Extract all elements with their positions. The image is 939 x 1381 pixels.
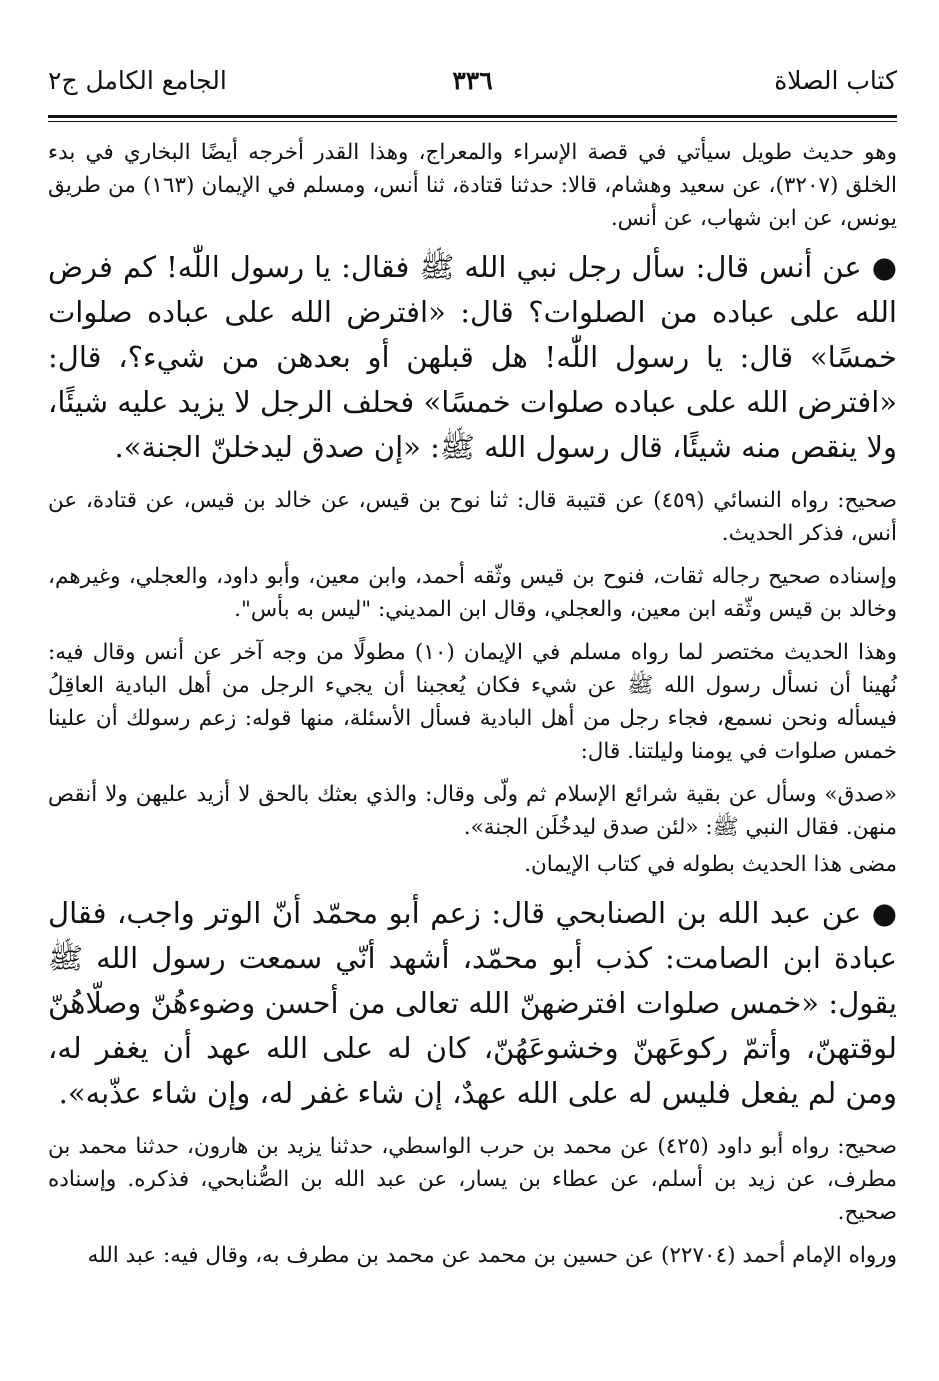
page-number: ٣٣٦ xyxy=(452,66,493,95)
commentary-paragraph: وإسناده صحيح رجاله ثقات، فنوح بن قيس وثّقه أحمد، وابن معين، وأبو داود، والعجلي، وغيرهم، وخالد بن قيس وثّقه ابن معين، والعجلي، وقال ابن المديني: "ليس به بأس". xyxy=(48,564,897,622)
hadith-paragraph: ● عن أنس قال: سأل رجل نبي الله ﷺ فقال: يا رسول اللّٰه! كم فرض الله على عباده من الصلوات؟ قال: «افترض الله على عباده صلوات خمسًا» قال: يا رسول اللّٰه! هل قبلهن أو بعدهن من شيء؟، قال: «افترض الله على عباده صلوات خمسًا» فحلف الرجل لا يزيد عليه شيئًا، ولا ينقص منه شيئًا، قال رسول الله ﷺ: «إن صدق ليدخلنّ الجنة». xyxy=(48,250,897,464)
book-section-title: كتاب الصلاة xyxy=(774,66,897,95)
header-rule-thick xyxy=(48,115,897,118)
commentary-paragraph: «صدق» وسأل عن بقية شرائع الإسلام ثم ولّى وقال: والذي بعثك بالحق لا أزيد عليهن ولا أنقص منهن. فقال النبي ﷺ: «لئن صدق ليدخُلَن الجنة». xyxy=(48,782,897,840)
commentary-paragraph: وهو حديث طويل سيأتي في قصة الإسراء والمعراج، وهذا القدر أخرجه أيضًا البخاري في بدء الخلق (٣٢٠٧)، عن سعيد وهشام، قالا: حدثنا قتادة، ثنا أنس، ومسلم في الإيمان (١٦٣) من طريق يونس، عن ابن شهاب، عن أنس. xyxy=(48,140,897,231)
commentary-paragraph: مضى هذا الحديث بطوله في كتاب الإيمان. xyxy=(524,852,897,877)
commentary-paragraph: ورواه الإمام أحمد (٢٢٧٠٤) عن حسين بن محمد عن محمد بن مطرف به، وقال فيه: عبد الله xyxy=(87,1243,897,1268)
hadith-paragraph: ● عن عبد الله بن الصنابحي قال: زعم أبو محمّد أنّ الوتر واجب، فقال عبادة ابن الصامت: كذب أبو محمّد، أشهد أنّي سمعت رسول الله ﷺ يقول: «خمس صلوات افترضهنّ الله تعالى من أحسن وضوءهُنّ وصلّاهُنّ لوقتهنّ، وأتمّ ركوعَهنّ وخشوعَهُنّ، كان له على الله عهد أن يغفر له، ومن لم يفعل فليس له على الله عهدٌ، إن شاء غفر له، وإن شاء عذّبه». xyxy=(48,896,897,1110)
commentary-paragraph: وهذا الحديث مختصر لما رواه مسلم في الإيمان (١٠) مطولًا من وجه آخر عن أنس وقال فيه: نُهينا أن نسأل رسول الله ﷺ عن شيء فكان يُعجبنا أن يجيء الرجل من أهل البادية العاقِلُ فيسأله ونحن نسمع، فجاء رجل من أهل البادية فسأل الأسئلة، منها قوله: زعم رسولك أن علينا خمس صلوات في يومنا وليلتنا. قال: xyxy=(48,640,897,764)
book-volume-title: الجامع الكامل ج٢ xyxy=(48,66,227,95)
header-rule-thin xyxy=(48,121,897,122)
commentary-paragraph: صحيح: رواه أبو داود (٤٢٥) عن محمد بن حرب الواسطي، حدثنا يزيد بن هارون، حدثنا محمد بن مطرف، عن زيد بن أسلم، عن عطاء بن يسار، عن عبد الله بن الصُّنابحي، فذكره. وإسناده صحيح. xyxy=(48,1134,897,1225)
running-header xyxy=(48,66,897,106)
commentary-paragraph: صحيح: رواه النسائي (٤٥٩) عن قتيبة قال: ثنا نوح بن قيس، عن خالد بن قيس، عن قتادة، عن أنس، فذكر الحديث. xyxy=(48,488,897,546)
page-body xyxy=(48,136,897,1272)
